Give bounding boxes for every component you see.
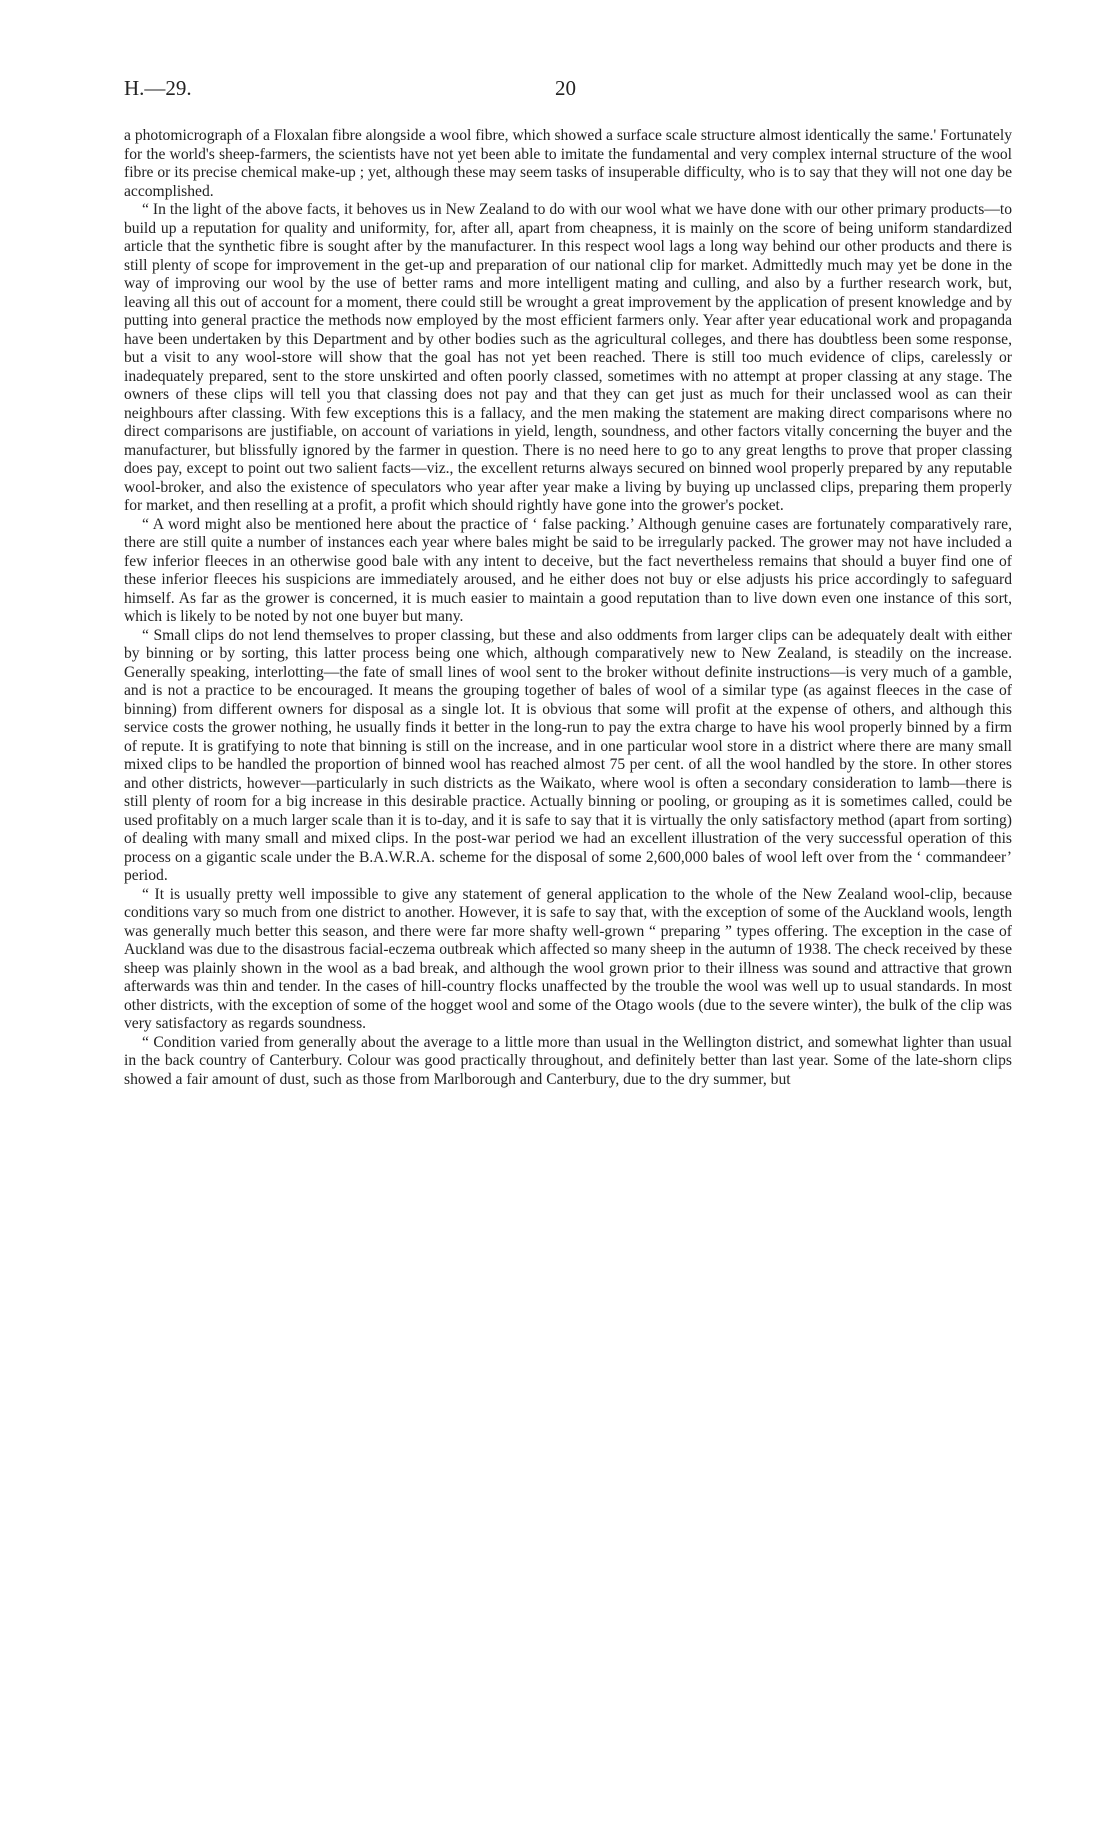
paragraph-6: “ Condition varied from generally about the average to a little more than usual in the Wellington district, and somewhat lighter than usual in the back country of Canterbury. Colour was good practically throughout, and definitely better than last year. Some of the late-shorn clips showed a fair amount of dust, such as those from Marlborough and Canterbury, due to the dry summer, but [124,1033,1012,1088]
document-reference: H.—29. [124,76,192,100]
paragraph-4: “ Small clips do not lend themselves to proper classing, but these and also oddments from larger clips can be adequately dealt with either by binning or by sorting, this latter process being one which, although comparatively new to New Zealand, is steadily on the increase. Generally speaking, interlotting—the fate of small lines of wool sent to the broker without definite instructions—is very much of a gamble, and is not a practice to be encouraged. It means the grouping together of bales of wool of a similar type (as against fleeces in the case of binning) from different owners for disposal as a single lot. It is obvious that some will profit at the expense of others, and although this service costs the grower nothing, he usually finds it better in the long-run to pay the extra charge to have his wool properly binned by a firm of repute. It is gratifying to note that binning is still on the increase, and in one particular wool store in a district where there are many small mixed clips to be handled the proportion of binned wool has reached almost 75 per cent. of all the wool handled by the store. In other stores and other districts, however—particularly in such districts as the Waikato, where wool is often a secondary consideration to lamb—there is still plenty of room for a big increase in this desirable practice. Actually binning or pooling, or grouping as it is sometimes called, could be used profitably on a much larger scale than it is to-day, and it is safe to say that it is virtually the only satisfactory method (apart from sorting) of dealing with many small and mixed clips. In the post-war period we had an excellent illustration of the very successful operation of this process on a gigantic scale under the B.A.W.R.A. scheme for the disposal of some 2,600,000 bales of wool left over from the ‘ commandeer’ period. [124,626,1012,884]
paragraph-2: “ In the light of the above facts, it behoves us in New Zealand to do with our wool what we have done with our other primary products—to build up a reputation for quality and uniformity, for, after all, apart from cheapness, it is mainly on the score of being uniform standardized article that the synthetic fibre is sought after by the manufacturer. In this respect wool lags a long way behind our other products and there is still plenty of scope for improvement in the get-up and preparation of our national clip for market. Admittedly much may yet be done in the way of improving our wool by the use of better rams and more intelligent mating and culling, and also by a further research work, but, leaving all this out of account for a moment, there could still be wrought a great improvement by the application of present knowledge and by putting into general practice the methods now employed by the most efficient farmers only. Year after year educational work and propaganda have been undertaken by this Department and by other bodies such as the agricultural colleges, and there has doubtless been some response, but a visit to any wool-store will show that the goal has not yet been reached. There is still too much evidence of clips, carelessly or inadequately prepared, sent to the store unskirted and often poorly classed, sometimes with no attempt at proper classing at any stage. The owners of these clips will tell you that classing does not pay and that they can get just as much for their unclassed wool as can their neighbours after classing. With few exceptions this is a fallacy, and the men making the statement are making direct comparisons where no direct comparisons are justifiable, on account of variations in yield, length, soundness, and other factors vitally concerning the buyer and the manufacturer, but blissfully ignored by the farmer in question. There is no need here to go to any great lengths to prove that proper classing does pay, except to point out two salient facts—viz., the excellent returns always secured on binned wool properly prepared by any reputable wool-broker, and also the existence of speculators who year after year make a living by buying up unclassed clips, preparing them properly for market, and then reselling at a profit, a profit which should rightly have gone into the grower's pocket. [124,201,1012,514]
paragraph-5: “ It is usually pretty well impossible to give any statement of general application to the whole of the New Zealand wool-clip, because conditions vary so much from one district to another. However, it is safe to say that, with the exception of some of the Auckland wools, length was generally much better this season, and there were far more shafty well-grown “ preparing ” types offering. The exception in the case of Auckland was due to the disastrous facial-eczema outbreak which affected so many sheep in the autumn of 1938. The check received by these sheep was plainly shown in the wool as a bad break, and although the wool grown prior to their illness was sound and attractive that grown afterwards was thin and tender. In the cases of hill-country flocks unaffected by the trouble the wool was well up to usual standards. In most other districts, with the exception of some of the hogget wool and some of the Otago wools (due to the severe winter), the bulk of the clip was very satisfactory as regards soundness. [124,885,1012,1032]
paragraph-1: a photomicrograph of a Floxalan fibre alongside a wool fibre, which showed a surface scale structure almost identically the same.' Fortunately for the world's sheep-farmers, the scientists have not yet been able to imitate the fundamental and very complex internal structure of the wool fibre or its precise chemical make-up ; yet, although these may seem tasks of insuperable difficulty, who is to say that they will not one day be accomplished. [124,127,1012,200]
body-text [124,127,1012,1089]
page-number: 20 [555,76,576,100]
page-header [0,76,1114,106]
paragraph-3: “ A word might also be mentioned here about the practice of ‘ false packing.’ Although genuine cases are fortunately comparatively rare, there are still quite a number of instances each year where bales might be said to be irregularly packed. The grower may not have included a few inferior fleeces in an otherwise good bale with any intent to deceive, but the fact nevertheless remains that should a buyer find one of these inferior fleeces his suspicions are immediately aroused, and he either does not buy or else adjusts his price accordingly to safeguard himself. As far as the grower is concerned, it is much easier to maintain a good reputation than to live down even one instance of this sort, which is likely to be noted by not one buyer but many. [124,515,1012,625]
